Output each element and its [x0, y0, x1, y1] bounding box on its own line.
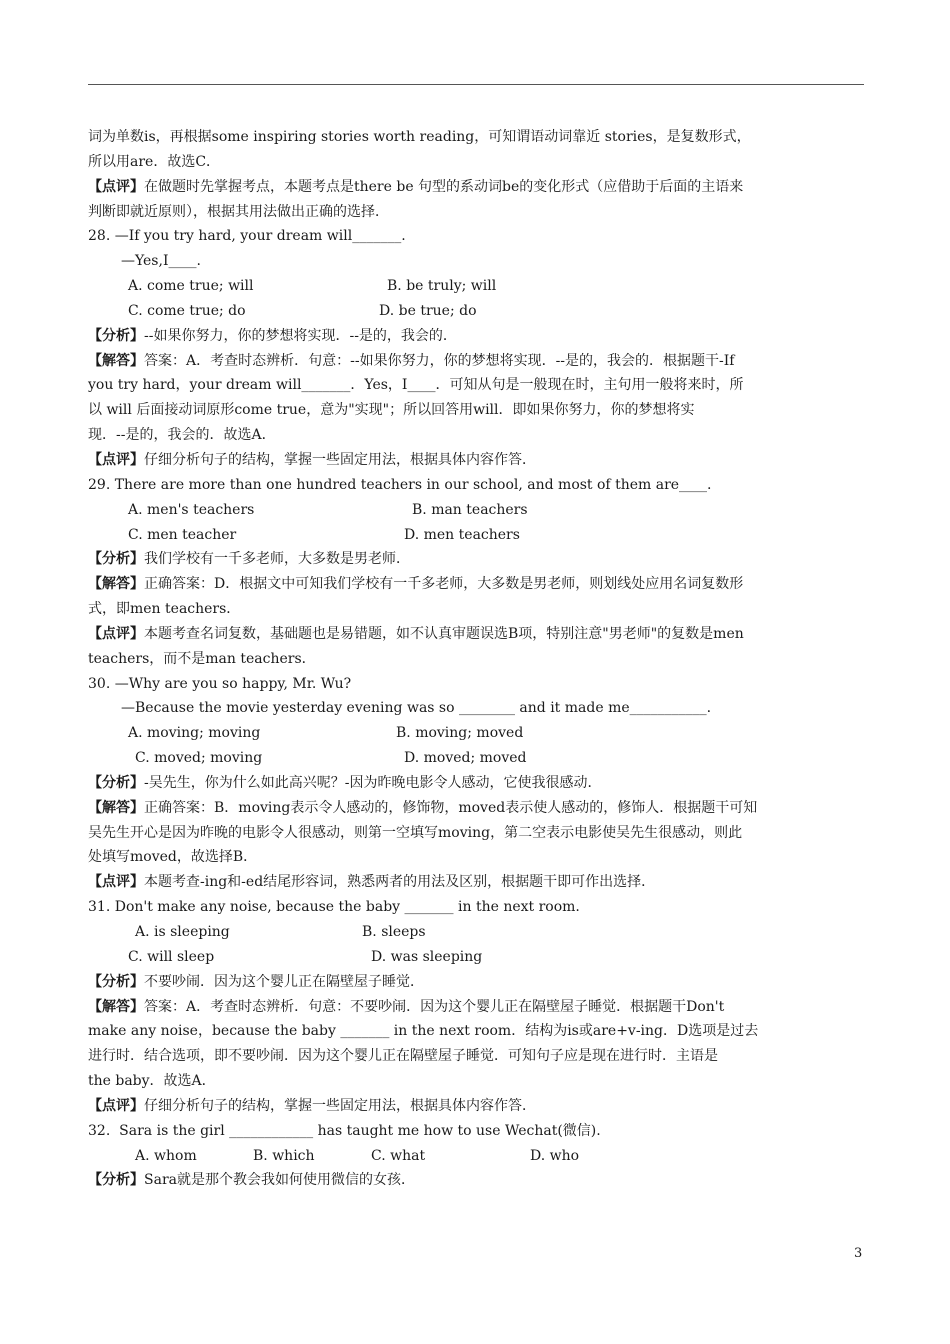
text-line: 处填写moved，故选择B．: [88, 849, 258, 866]
option-c: C. men teacher: [128, 526, 237, 543]
analysis-line: [88, 771, 870, 796]
comment-line: [88, 622, 870, 647]
question-30-options: [88, 746, 870, 771]
section-tag: 【分析】: [88, 551, 144, 568]
section-text: 答案：A．考查时态辨析．句意：--如果你努力，你的梦想将实现．--是的，我会的．根据题干-If: [144, 352, 735, 369]
question-31-options: [88, 920, 870, 945]
analysis-line: [88, 1168, 870, 1193]
analysis-line: [88, 970, 870, 995]
question-28: 28. —If you try hard, your dream will_______.: [88, 228, 406, 245]
text-line: 进行时．结合选项，即不要吵闹．因为这个婴儿正在隔壁屋子睡觉．可知句子应是现在进行时．主语是: [88, 1048, 718, 1065]
section-tag: 【点评】: [88, 1097, 144, 1114]
text-line: the baby．故选A．: [88, 1073, 216, 1090]
section-tag: 【分析】: [88, 973, 144, 990]
section-text: --如果你努力，你的梦想将实现．--是的，我会的．: [144, 327, 457, 344]
question-31: 31. Don't make any noise, because the baby _______ in the next room.: [88, 899, 580, 916]
option-d: D. was sleeping: [371, 948, 483, 965]
option-a: A. whom: [135, 1147, 197, 1164]
document-body: [88, 125, 870, 1193]
section-tag: 【分析】: [88, 1172, 144, 1189]
question-30-reply: —Because the movie yesterday evening was so ________ and it made me___________.: [121, 700, 712, 717]
text-line: 以 will 后面接动词原形come true，意为"实现"；所以回答用will．即如果你努力，你的梦想将实: [88, 402, 695, 419]
section-text: 仔细分析句子的结构，掌握一些固定用法，根据具体内容作答．: [144, 1097, 536, 1114]
comment-line: [88, 870, 870, 895]
section-tag: 【点评】: [88, 451, 144, 468]
section-text: 不要吵闹．因为这个婴儿正在隔壁屋子睡觉．: [144, 973, 424, 990]
option-d: D. men teachers: [404, 526, 520, 543]
option-b: B. moving; moved: [396, 725, 524, 742]
section-tag: 【点评】: [88, 178, 144, 195]
option-b: B. be truly; will: [387, 278, 497, 295]
text-line: 所以用are．故选C．: [88, 153, 221, 170]
section-text: Sara就是那个教会我如何使用微信的女孩．: [144, 1172, 415, 1189]
answer-line: [88, 572, 870, 597]
option-d: D. be true; do: [379, 302, 477, 319]
section-text: 在做题时先掌握考点，本题考点是there be 句型的系动词be的变化形式（应借助于后面的主语来: [144, 178, 744, 195]
text-line: 现．--是的，我会的．故选A．: [88, 427, 276, 444]
section-text: 答案：A．考查时态辨析．句意：不要吵闹．因为这个婴儿正在隔壁屋子睡觉．根据题干Don't: [144, 998, 725, 1015]
text-line: 式，即men teachers．: [88, 601, 241, 618]
question-28-options: [88, 274, 870, 299]
text-line: make any noise，because the baby _______ in the next room．结构为is或are+v-ing．D选项是过去: [88, 1023, 759, 1040]
section-text: 本题考查名词复数，基础题也是易错题，如不认真审题误选B项，特别注意"男老师"的复数是men: [144, 625, 744, 642]
option-a: A. moving; moving: [128, 725, 261, 742]
section-text: 我们学校有一千多老师，大多数是男老师．: [144, 551, 410, 568]
option-a: A. men's teachers: [128, 501, 255, 518]
question-32: 32. Sara is the girl ____________ has taught me how to use Wechat(微信).: [88, 1122, 601, 1139]
question-31-options: [88, 945, 870, 970]
answer-line: [88, 349, 870, 374]
text-line: you try hard，your dream will_______．Yes，I____．可知从句是一般现在时，主句用一般将来时，所: [88, 377, 744, 394]
answer-line: [88, 995, 870, 1020]
option-b: B. sleeps: [362, 924, 426, 940]
option-c: C. come true; do: [128, 302, 246, 319]
option-a: A. come true; will: [128, 278, 254, 295]
question-30: 30. —Why are you so happy, Mr. Wu?: [88, 675, 352, 692]
question-28-options: [88, 299, 870, 324]
question-30-options: [88, 721, 870, 746]
option-b: B. man teachers: [412, 501, 528, 518]
comment-line: [88, 175, 870, 200]
section-text: -吴先生，你为什么如此高兴呢？-因为昨晚电影令人感动，它使我很感动．: [144, 774, 602, 791]
option-c: C. what: [371, 1147, 426, 1164]
option-c: C. will sleep: [128, 948, 215, 965]
option-d: D. who: [530, 1147, 580, 1164]
header-rule: [88, 84, 864, 85]
section-tag: 【解答】: [88, 998, 144, 1015]
section-tag: 【点评】: [88, 625, 144, 642]
question-32-options: [88, 1144, 870, 1169]
section-text: 正确答案：D．根据文中可知我们学校有一千多老师，大多数是男老师，则划线处应用名词复数形: [144, 576, 744, 593]
section-text: 仔细分析句子的结构，掌握一些固定用法，根据具体内容作答．: [144, 451, 536, 468]
text-line: 判断即就近原则），根据其用法做出正确的选择．: [88, 203, 389, 220]
question-29-options: [88, 523, 870, 548]
answer-line: [88, 796, 870, 821]
analysis-line: [88, 324, 870, 349]
section-tag: 【点评】: [88, 874, 144, 891]
text-line: teachers，而不是man teachers．: [88, 650, 316, 667]
comment-line: [88, 448, 870, 473]
section-text: 正确答案：B．moving表示令人感动的，修饰物，moved表示使人感动的，修饰人．根据题干可知: [144, 799, 758, 816]
question-29-options: [88, 498, 870, 523]
text-line: 吴先生开心是因为昨晚的电影令人很感动，则第一空填写moving，第二空表示电影使吴先生很感动，则此: [88, 824, 743, 841]
question-28-reply: —Yes,I____.: [121, 253, 201, 270]
section-tag: 【解答】: [88, 576, 144, 593]
option-b: B. which: [253, 1147, 315, 1164]
option-a: A. is sleeping: [135, 924, 230, 940]
analysis-line: [88, 547, 870, 572]
text-line: 词为单数is，再根据some inspiring stories worth reading，可知谓语动词靠近 stories，是复数形式，: [88, 129, 751, 145]
section-tag: 【分析】: [88, 327, 144, 344]
option-d: D. moved; moved: [404, 750, 527, 767]
comment-line: [88, 1094, 870, 1119]
page-number: 3: [854, 1246, 863, 1261]
question-29: 29. There are more than one hundred teachers in our school, and most of them are____.: [88, 476, 712, 493]
option-c: C. moved; moving: [135, 750, 263, 767]
section-tag: 【解答】: [88, 352, 144, 369]
section-text: 本题考查-ing和-ed结尾形容词，熟悉两者的用法及区别，根据题干即可作出选择．: [144, 874, 656, 891]
section-tag: 【解答】: [88, 799, 144, 816]
section-tag: 【分析】: [88, 774, 144, 791]
